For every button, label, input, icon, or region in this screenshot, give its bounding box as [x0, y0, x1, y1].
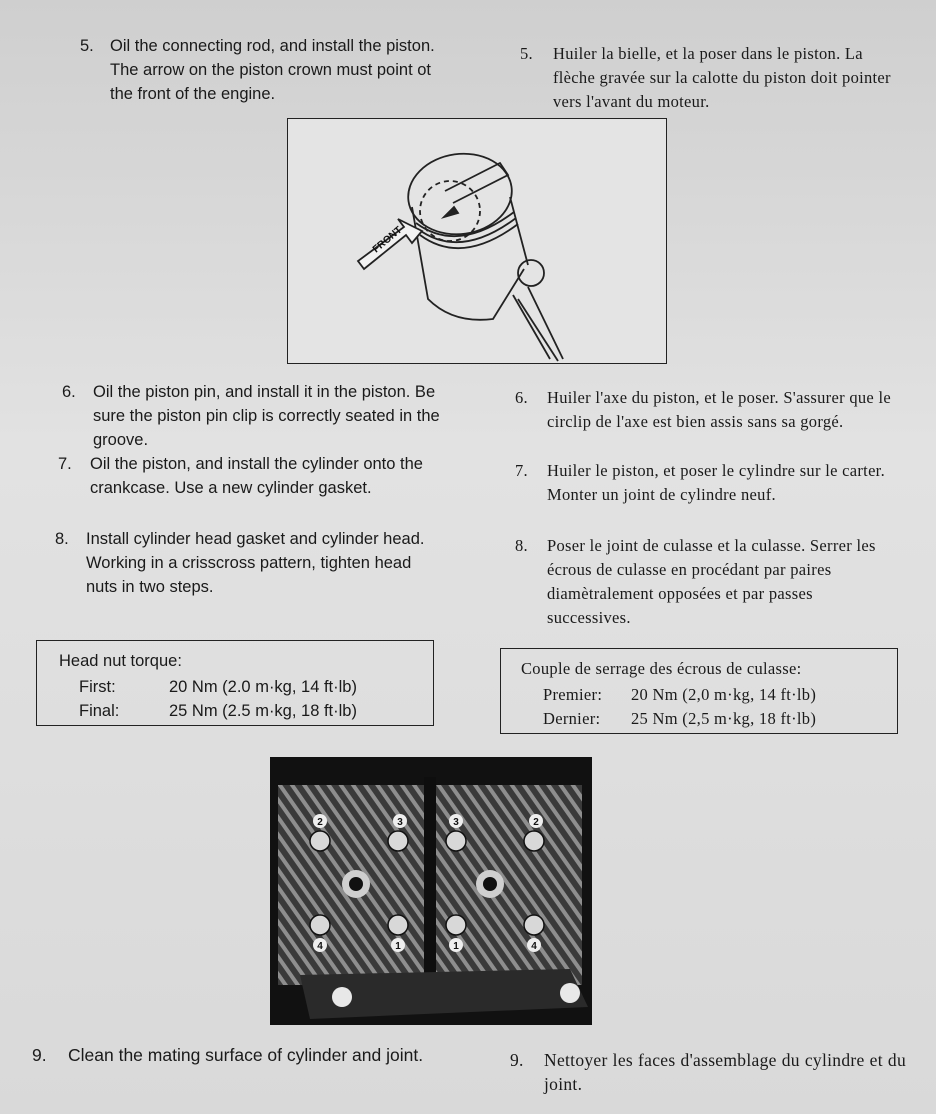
- piston-figure: [287, 118, 667, 364]
- step-text: Huiler le piston, et poser le cylindre sur le carter. Monter un joint de cylindre neuf.: [547, 461, 885, 504]
- step-8-en: [55, 527, 448, 599]
- step-text: Huiler la bielle, et la poser dans le piston. La flèche gravée sur la calotte du piston doit pointer vers l'avant du moteur.: [553, 44, 891, 111]
- torque-first-value: 20 Nm (2.0 m·kg, 14 ft·lb): [169, 678, 357, 696]
- step-5-en: [80, 34, 450, 110]
- torque-first-value: 20 Nm (2,0 m·kg, 14 ft·lb): [631, 685, 817, 704]
- step-text: Poser le joint de culasse et la culasse. Serrer les écrous de culasse en procédant par paires diamètralement opposées et par passes successives.: [547, 536, 876, 627]
- step-text: Clean the mating surface of cylinder and joint.: [68, 1045, 424, 1065]
- step-text: Huiler l'axe du piston, et le poser. S'assurer que le circlip de l'axe est bien assis sans sa gorgé.: [547, 388, 891, 431]
- step-number: 6.: [62, 383, 76, 401]
- step-number: 9.: [32, 1045, 47, 1065]
- nut-label: 4: [317, 941, 323, 952]
- step-8-fr: [515, 534, 900, 630]
- step-text: Oil the piston, and install the cylinder onto the crankcase. Use a new cylinder gasket.: [90, 455, 423, 497]
- step-number: 9.: [510, 1050, 524, 1070]
- torque-first-label: First:: [79, 678, 116, 696]
- torque-box-fr: [500, 648, 898, 734]
- step-number: 7.: [515, 461, 528, 480]
- torque-box-en: [36, 640, 434, 726]
- step-number: 8.: [515, 536, 528, 555]
- cylinder-head-illustration: [270, 757, 592, 1025]
- torque-final-label: Final:: [79, 702, 120, 720]
- step-5-fr: [520, 42, 900, 118]
- step-text: Nettoyer les faces d'assemblage du cylindre et du joint.: [544, 1050, 906, 1094]
- step-number: 5.: [80, 37, 94, 55]
- step-text: Install cylinder head gasket and cylinder head. Working in a crisscross pattern, tighten head nuts in two steps.: [86, 530, 425, 596]
- nut-label: 3: [397, 817, 403, 828]
- nut-label: 4: [531, 941, 537, 952]
- torque-final-value: 25 Nm (2.5 m·kg, 18 ft·lb): [169, 702, 357, 720]
- step-7-fr: [515, 459, 900, 531]
- torque-title: Couple de serrage des écrous de culasse:: [521, 659, 802, 678]
- nut-label: 3: [453, 817, 459, 828]
- step-number: 7.: [58, 455, 72, 473]
- torque-final-value: 25 Nm (2,5 m·kg, 18 ft·lb): [631, 709, 817, 728]
- step-text: Oil the piston pin, and install it in the piston. Be sure the piston pin clip is correctly seated in the groove.: [93, 383, 440, 449]
- step-number: 5.: [520, 44, 533, 63]
- step-7-en: [58, 452, 448, 524]
- step-9-en: [32, 1043, 442, 1093]
- nut-label: 2: [533, 817, 539, 828]
- step-number: 8.: [55, 530, 69, 548]
- step-text: Oil the connecting rod, and install the piston. The arrow on the piston crown must point ot the front of the engine.: [110, 37, 435, 103]
- torque-title: Head nut torque:: [59, 652, 182, 670]
- nut-label: 1: [395, 941, 401, 952]
- step-6-fr: [515, 386, 900, 458]
- nut-label: 1: [453, 941, 459, 952]
- piston-drawing: [288, 119, 665, 362]
- step-9-fr: [510, 1048, 910, 1098]
- step-number: 6.: [515, 388, 528, 407]
- nut-label: 2: [317, 817, 323, 828]
- torque-final-label: Dernier:: [543, 709, 601, 728]
- step-6-en: [62, 380, 448, 452]
- front-label: FRONT: [370, 224, 405, 256]
- cylinder-head-photo: [270, 757, 592, 1025]
- front-arrow-icon: [358, 219, 422, 269]
- torque-first-label: Premier:: [543, 685, 603, 704]
